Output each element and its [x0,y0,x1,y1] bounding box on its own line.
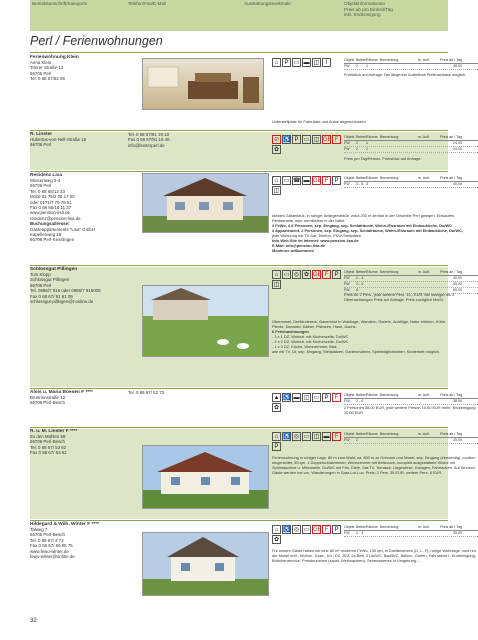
wheelchair-icon: ♿ [283,527,291,533]
cell-beds: 4 [356,288,358,292]
desc-line: - 3 x 1 DZ, Wohnzi. mit Küchenzeile, Du/WC [272,334,349,339]
th-object: Objekt [344,176,355,180]
amenity-icons [272,176,342,195]
cell-price: 24,00 [453,141,462,145]
desc-line: Obermosel, Dreiländereck, Bauernhof in Waldlage, Wandern, Radeln, Ausflüge, Natur erleben, Kühe, [272,319,447,324]
parking-icon: P [332,525,341,534]
email-link[interactable]: schlossgut-pillingen@t-online.de [30,299,94,305]
address-line: Trierer Straße 13 [30,65,64,71]
cell-rooms [366,282,380,287]
address-line: Fax 0 68 67/ 53 62 [30,450,67,456]
listing-klein [30,55,467,130]
house-icon: ⌂ [272,432,281,441]
house-icon: ⌂ [272,58,281,67]
address-line: Talweg 7 [30,527,48,532]
cell-remark [380,64,418,69]
cell-price: 35,00 [453,531,462,535]
desc-line: Pferde, Damwild, Kälber, Pflanzen, Hase, Dachs. [272,324,357,329]
parking-icon: P [272,442,281,451]
th-remark: Bemerkung [380,393,399,397]
desc-line: - 1 x 3 DZ, Küche, Wohnzimmer, Bad; [272,344,338,349]
cell-beds: 2 - 4 [356,276,364,280]
kitchen-icon: ◫ [273,188,280,194]
listing-schlossgut [30,267,462,387]
email-link[interactable]: fewo-winter@online.de [30,554,75,560]
th-object: Objekt [344,270,355,274]
listing-description: Ferienwohnung in ruhiger Lage, 80 m zum Wald, ca. 800 m zu Grenzen und Mosel, sep. Eingang (ebenerdig), modern eingerichtet, 50 qm, 1 Doppelschlafzimmer, Wohnzimmer mit Bettcouch, komplett ausgestattete Küche mit Spülmaschine u. Mikrowelle, Du/WC mit Fön, Diele, Sat-TV, Terrasse, Liegewiese, Garagen, Fahrradverl. Auf Wunsch Gäste werden bei vor- Wanderungen in Saar-Lor-Lux. Preis: 2 Pers. 35 EUR, weitere Pers. 8 EUR. [272,455,476,475]
th-price: Preis ab / Tag [440,176,462,180]
th-price: Preis ab / Tag [440,270,462,274]
cell-beds: 2 - 3 [356,531,364,535]
th-remark: Bemerkung [380,135,399,139]
parking-icon: P [332,176,341,185]
gb-flag-icon: GB [313,272,322,278]
cell-surcharge [418,399,440,404]
th-price: Preis ab / Tag [440,525,462,529]
th-surcharge: m. Aufl. [418,393,430,397]
table-row [344,438,478,444]
page-number: 32 [30,618,37,624]
website-link[interactable]: Info-Web-Site im Internet: www.pension-lisa.de [272,238,359,243]
page-title-bar [30,34,448,52]
address-line: 66706 Perl [30,183,52,189]
garden-icon: ✿ [273,405,280,411]
cell-beds: 2 [356,147,358,151]
tv-icon: ▭ [293,60,300,66]
interior-photo [142,58,264,110]
booking-label: Buchungsadresse: [30,221,70,227]
no-smoking-icon: ⊘ [273,137,280,143]
price-table [344,525,478,537]
address-line: Fax 0 68 67/ 66 05 75 [30,543,73,549]
cell-remark [380,438,418,443]
listing-name: R. u. M. Linster F **** [30,429,78,434]
separator [30,171,448,172]
desc-line: 6 Ferienwohnungen [272,329,309,334]
price-table [344,270,478,294]
house-icon: ⌂ [272,176,281,185]
farm-photo [142,285,269,357]
cell-remark [380,182,418,187]
desc-line: 3 FeWo, 4-6 Personen, sep. Eingang, sep. Schlafräume, Wohn-/Essraum mit Einbauküche, Du/WC [272,223,452,228]
page-title: Perl / Ferienwohnungen [30,34,163,48]
address-line: Hubertus-von-Nell-Straße 19 [30,137,87,142]
separator [30,520,448,521]
th-rooms: Räume [366,58,378,62]
cell-surcharge [418,531,440,536]
parking-icon: P [322,393,331,402]
separator [30,265,448,266]
header-col-features: Ausstattungsmerkmale [244,1,291,6]
table-row [344,147,478,153]
cell-price: 35,00 [453,438,462,442]
amenity-icons [272,135,342,154]
tent-icon: ▲ [273,395,280,401]
listing-name: Alois u. Maria Boesen F **** [30,390,93,395]
th-surcharge: m. Aufl. [418,525,430,529]
desc-line: 2 Appartement, 2 Personen, sep. Eingang, sep. Schlafräume, Wohn-/Essraum mit Einbauküche, Du/WC, [272,228,463,233]
cell-price: 24,00 [453,147,462,151]
garden-icon: ✿ [273,147,280,153]
th-remark: Bemerkung [380,58,399,62]
desc-line: Ideales Gästehaus, in ruhiger Anliegerstraße, zirka 200 m zentral in der Ortsmitte Perl gelegen. Einkaufen, [272,213,456,218]
address-line: 66706 Perl [30,282,52,288]
desc-line: Monteure willkommen! [272,248,315,253]
separator [30,427,448,428]
cell-price: 40,00 [453,276,462,280]
desc-line: alle mit TV, Dt, sep. Eingang, Stellplätzen, Gartenmöbeln, Spielmöglichkeiten, Kinderbett möglich. [272,349,441,354]
cell-beds: 4 - 6 [356,182,364,186]
th-beds: Betten [356,525,367,529]
th-object: Objekt [344,393,355,397]
listing-note: Preis pro Tag/Person. Frühstück auf Anfrage. [344,156,422,161]
header-object-info: Objektinformationen [344,1,386,6]
th-rooms: Räume [366,525,378,529]
listing-name: Schlossgut Pillingen [30,267,78,272]
wheelchair-icon: ♿ [283,137,291,143]
phone: Tel. 0 68 67/91 19 10 [128,132,170,137]
cell-remark [380,141,418,146]
separator [30,388,448,389]
bed-icon: ▬ [303,178,310,184]
cell-surcharge [418,147,440,152]
kitchen-icon: ◫ [303,395,310,401]
cell-price: 80,00 [453,288,462,292]
address-line: 66706 Perl [30,142,52,148]
cell-surcharge [418,282,440,287]
amenity-icons [272,270,342,289]
th-rooms: Räume [366,176,378,180]
cell-rooms: 1 [366,64,368,68]
f-flag-icon: F [332,135,341,144]
amenity-icons [272,432,342,451]
cell-surcharge [418,438,440,443]
listing-name: Ferienwohnung Klein [30,55,79,60]
cell-surcharge [418,182,440,187]
address-line: Kapellenweg 15 [30,232,62,238]
cell-object: FW [344,182,350,186]
th-rooms: Räume [366,393,378,397]
price-table [344,135,478,153]
cell-beds: 2 - 4 [356,282,364,286]
desc-line: jede Wohnung mit TV-Sat, Telefon, PKW-Stellplätze. [272,233,363,238]
cell-rooms [366,438,380,443]
listing-description: Für unsere Gäste haben wir eine 80 m² moderne FeWo, 130 qm, in Dreiländereck (D, L, F), ruhige Wohnlage, vom nur der Mosel entf., Wohnz., Essz., Kü., DZ, 2EZ, 2x-Bett, 2 Du/WC, Bad/WC, Balkon, Garten, Fahrradverl., Endreinigung, Brötchenservice, Preisbrunchen (saust. Weihnachten). Sehenswertes in Umgebung: ... [272,548,476,563]
email-link[interactable]: residenz@pension-lisa.de [30,215,81,221]
th-remark: Bemerkung [380,270,399,274]
house-photo [142,445,269,509]
th-beds: Betten [356,58,367,62]
cell-object: FW [344,147,350,151]
th-object: Objekt [344,58,355,62]
kitchen-icon: ◫ [313,137,320,143]
amenity-icons [272,58,342,67]
cell-rooms [366,531,380,536]
address-line: Tel. 0 68 67/ 3 72 [30,537,64,543]
amenity-icons [272,393,342,412]
separator [30,52,448,53]
column-header [30,0,448,31]
website-link[interactable]: www.pension-lisa.de [30,210,71,216]
th-beds: Betten [356,393,367,397]
th-beds: Betten [356,432,367,436]
address-line: Tel. 0686/7 916 oder 0686/7 916005 [30,288,101,294]
address-line: Zu den Mühlen 68 [30,434,66,439]
house-icon: ⌂ [272,270,281,279]
wheelchair-icon: ♿ [283,434,291,440]
cell-surcharge [418,64,440,69]
tv-icon: ▭ [313,395,320,401]
th-beds: Betten [356,270,367,274]
bike-icon: ◎ [293,434,300,440]
f-flag-icon: F [322,270,331,279]
listing-linster [30,132,462,170]
price-table [344,58,478,70]
parking-icon: P [292,135,301,144]
gb-flag-icon: GB [313,178,322,184]
header-col-object [344,1,393,18]
bed-icon: ▬ [303,60,310,66]
house-photo [142,532,269,596]
separator [30,130,448,131]
f-flag-icon: F [322,525,331,534]
parking-icon: P [332,270,341,279]
shower-icon: ⌇ [322,58,331,67]
kitchen-icon: ◫ [313,60,320,66]
table-row [344,531,478,537]
amenity-icons [272,525,342,544]
cell-surcharge [418,141,440,146]
cell-object: FW [344,276,350,280]
phone: Tel. 0 68 67/ 52 73 [128,390,165,395]
th-object: Objekt [344,525,355,529]
cell-object: FW [344,282,350,286]
cell-beds: 2 [356,141,358,145]
farm-photo-art [143,286,268,356]
th-price: Preis ab / Tag [440,432,462,436]
house-icon: ⌂ [272,525,281,534]
listing-caption: Unterstellplatz für Fahrräder und Autos abgeschlossen [272,119,366,124]
th-object: Objekt [344,135,355,139]
th-object: Objekt [344,432,355,436]
cell-price: 40,00 [453,182,462,186]
listing-description [272,319,478,354]
cell-object: FW [344,399,350,403]
header-price: Preis ab pro Einheit/Tag [344,6,393,12]
th-rooms: Räume [366,270,378,274]
address-line: Wiesenweg 3-4 [30,178,61,183]
cell-price: 38,00 [453,64,462,68]
address-line: Mobil 01 75/2 08 17 00 [30,194,75,200]
listing-contact [128,390,164,395]
th-beds: Betten [356,176,367,180]
tv-icon: ▭ [283,178,290,184]
address-line: Tel. 0 68 65/12 33 [30,188,65,194]
th-price: Preis ab / Tag [440,393,462,397]
address-line: oder 0171/7 79 79 51 [30,199,72,205]
address-line: 66706 Perl-Besch [30,439,65,445]
th-remark: Bemerkung [380,176,399,180]
cell-object: FW [344,531,350,535]
cell-remark [380,276,418,281]
th-surcharge: m. Aufl. [418,270,430,274]
gb-flag-icon: GB [313,527,322,533]
address-line: Fax 0 68 67/ 91 61 09 [30,293,73,299]
table-row [344,182,478,188]
cell-remark [380,282,418,287]
fax: Fax 0 68 67/91 19 40 [128,137,170,143]
address-line: Brunnenstraße 12 [30,395,66,400]
price-table [344,393,478,405]
tv-icon: ▭ [283,272,290,278]
th-remark: Bemerkung [380,432,399,436]
address-line: Fax 0 68 65/18 11 37 [30,205,72,211]
th-surcharge: m. Aufl. [418,58,430,62]
bed-icon: ▬ [293,395,300,401]
address-line: 66706 Perl-Kesslingen [30,237,75,243]
listing-rm-linster [30,429,476,519]
listing-description [272,213,478,253]
garden-icon: ✿ [303,272,310,278]
house-photo-art [143,174,268,232]
bike-icon: ◎ [293,272,300,278]
cell-price: 65,00 [453,282,462,286]
house-photo-art [143,533,268,595]
tv-icon: ▭ [303,527,310,533]
phone-icon: ☎ [293,178,301,184]
wheelchair-icon: ♿ [283,395,291,401]
website-link[interactable]: www.fewo-winter.de [30,548,69,554]
gb-flag-icon: GB [323,137,332,143]
th-beds: Betten [356,135,367,139]
listing-note: Frühstück auf Anfrage. Bei längerem Aufenthalt Preisnachlass möglich. [344,72,467,77]
listing-name: R. Linster [30,132,53,137]
cell-remark [380,531,418,536]
cell-beds: 2 [356,64,358,68]
cell-rooms [366,276,380,281]
f-flag-icon: F [322,176,331,185]
th-price: Preis ab / Tag [440,135,462,139]
interior-photo-art [143,59,263,109]
th-remark: Bemerkung [380,525,399,529]
tv-icon: ▭ [303,137,310,143]
listing-note: 2 Personen 38,00 EUR, jede weitere Person 10,00 EUR mehr, Endreinigung 20,00 EUR [344,405,476,415]
cell-rooms: 1 [366,147,368,151]
cell-remark [380,399,418,404]
address-line: 66706 Perl [30,70,52,76]
kitchen-icon: ◫ [313,434,320,440]
house-photo-art [143,446,268,508]
cell-object: FW [344,141,350,145]
price-table [344,176,478,188]
f-flag-icon: F [332,432,341,441]
cell-beds: 2 [356,438,358,442]
listing-name: Residenz Lisa [30,173,62,178]
listing-name: Hildegard & Wilh. Winter F **** [30,522,99,527]
address-line: Gästeappartements "Lisa" GmbH [30,226,95,232]
listing-note: Preis für 2 Pers., jede weitere Pers. 10,- EUR. Bei weniger als 3 Übernachtungen Preis auf Anfrage. Preis zuzüglich MwSt. [344,292,455,302]
address-line: Tel. 0 68 67/ 53 62 [30,444,67,450]
cell-remark [380,147,418,152]
cell-rooms [366,399,380,404]
cell-rooms: 3 [366,182,368,186]
th-price: Preis ab / Tag [440,58,462,62]
email-link[interactable]: E-Mail: info@pension-lisa.de [272,243,326,248]
f-flag-icon: F [332,393,341,402]
listing-contact [128,132,170,148]
tv-icon: ▭ [303,434,310,440]
th-surcharge: m. Aufl. [418,135,430,139]
house-photo [142,173,269,233]
kitchen-icon: ◫ [273,282,280,288]
cell-object: FW [344,438,350,442]
th-rooms: Räume [366,432,378,436]
address-line: Anna Klein [30,60,52,65]
header-col-contact: Telefon/Fax/E-Mail [128,1,167,6]
cell-object: FW [344,64,350,68]
cell-beds: 2 - 4 [356,399,364,403]
th-rooms: Räume [366,135,378,139]
header-cleaning: inkl. Endreinigung [344,12,381,18]
header-col-address: Betriebsanschrift/Kategorie [32,1,88,6]
address-line: Tel. 0 68 67/52 05 [30,76,65,82]
address-line: 66706 Perl-Besch [30,532,65,538]
listing-boesen [30,390,476,426]
price-table [344,432,478,444]
desc-line: - 2 x 2 DZ, Wohnzi. mit Küchenzeile, Du/WC [272,339,349,344]
cell-rooms: 1 [366,141,368,145]
cell-surcharge [418,276,440,281]
table-row [344,64,478,70]
bike-icon: ◎ [293,527,300,533]
address-line: Schlossgut Pillingen [30,277,70,283]
address-line: Tom Klopp [30,272,51,277]
cell-object: FW [344,288,350,292]
listing-winter [30,522,476,612]
parking-icon: P [282,58,291,67]
garden-icon: ✿ [273,537,280,543]
email-link[interactable]: info@linsterperl.de [128,142,165,148]
listing-residenz-lisa [30,173,463,273]
th-surcharge: m. Aufl. [418,432,430,436]
desc-line: Restaurants, usw. unmittelbar in der Nähe. [272,218,346,223]
bed-icon: ▬ [323,434,330,440]
cell-price: 38,00 [453,399,462,403]
th-surcharge: m. Aufl. [418,176,430,180]
address-line: 66706 Perl-Besch [30,400,65,406]
